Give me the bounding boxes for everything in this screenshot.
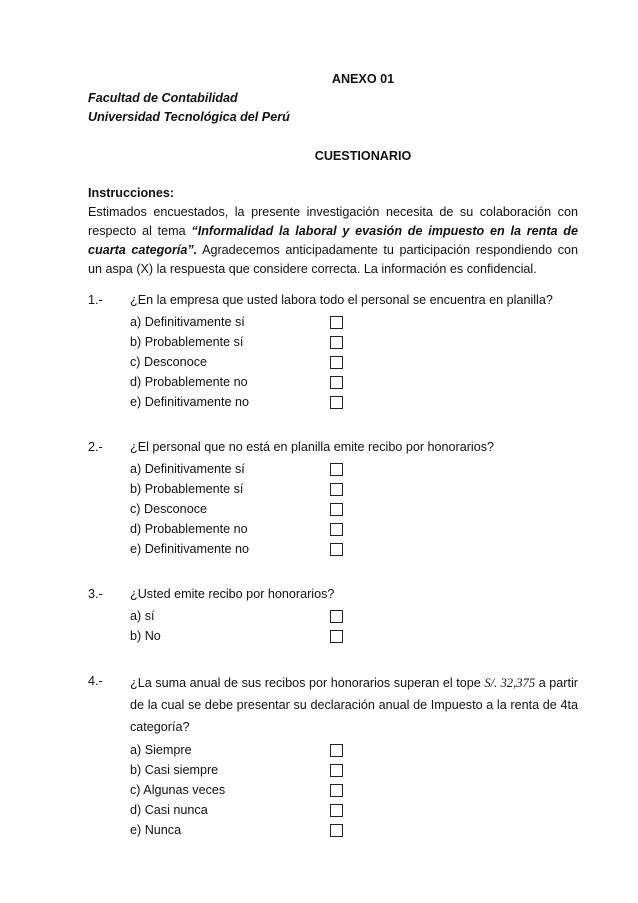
answer-checkbox[interactable] [330, 396, 343, 409]
question-1 [88, 291, 578, 412]
option-row [130, 740, 578, 760]
option-row [130, 820, 578, 840]
option-label: c) Desconoce [130, 501, 207, 516]
option-label: b) Casi siempre [130, 762, 219, 777]
instructions-paragraph [88, 203, 578, 279]
option-row [130, 352, 578, 372]
question-text: ¿El personal que no está en planilla emite recibo por honorarios? [130, 440, 495, 454]
option-label: d) Probablemente no [130, 521, 248, 536]
option-row [130, 539, 578, 559]
answer-checkbox[interactable] [330, 503, 343, 516]
instructions-topic: “Informalidad la laboral y evasión de impuesto en la renta de cuarta categoría”. [88, 224, 578, 257]
option-row [130, 499, 578, 519]
answer-checkbox[interactable] [330, 630, 343, 643]
option-row [130, 626, 578, 646]
question-3 [88, 585, 578, 646]
question-4 [88, 672, 578, 840]
options-list [130, 740, 578, 840]
question-2 [88, 438, 578, 559]
university-name: Universidad Tecnológica del Perú [88, 110, 290, 124]
answer-checkbox[interactable] [330, 336, 343, 349]
option-label: a) Siempre [130, 742, 192, 757]
answer-checkbox[interactable] [330, 744, 343, 757]
option-row [130, 780, 578, 800]
annex-title: ANEXO 01 [331, 72, 395, 86]
option-label: e) Definitivamente no [130, 394, 250, 409]
instructions-heading: Instrucciones: [88, 186, 175, 200]
answer-checkbox[interactable] [330, 316, 343, 329]
question-number: 4.- [88, 674, 103, 688]
options-list [130, 312, 578, 412]
option-label: b) Probablemente sí [130, 334, 244, 349]
answer-checkbox[interactable] [330, 764, 343, 777]
option-label: a) sí [130, 608, 155, 623]
instructions-text-1: Estimados encuestados, la presente investigación necesita de su colaboración con respecto al tema [88, 205, 578, 238]
option-row [130, 332, 578, 352]
option-row [130, 459, 578, 479]
option-row [130, 760, 578, 780]
answer-checkbox[interactable] [330, 356, 343, 369]
question-number: 2.- [88, 440, 103, 454]
option-row [130, 519, 578, 539]
option-label: a) Definitivamente sí [130, 314, 245, 329]
answer-checkbox[interactable] [330, 463, 343, 476]
answer-checkbox[interactable] [330, 376, 343, 389]
option-row [130, 800, 578, 820]
option-label: e) Nunca [130, 822, 182, 837]
answer-checkbox[interactable] [330, 610, 343, 623]
question-number: 1.- [88, 293, 103, 307]
answer-checkbox[interactable] [330, 483, 343, 496]
option-label: b) No [130, 628, 161, 643]
question-text [130, 672, 578, 738]
option-label: b) Probablemente sí [130, 481, 244, 496]
amount-value: S/. 32,375 [484, 676, 536, 690]
option-row [130, 312, 578, 332]
answer-checkbox[interactable] [330, 523, 343, 536]
option-row [130, 392, 578, 412]
options-list [130, 459, 578, 559]
option-label: d) Probablemente no [130, 374, 248, 389]
question-text: ¿En la empresa que usted labora todo el personal se encuentra en planilla? [130, 293, 553, 307]
option-row [130, 479, 578, 499]
answer-checkbox[interactable] [330, 543, 343, 556]
option-label: c) Algunas veces [130, 782, 226, 797]
option-row [130, 606, 578, 626]
question-text-after: a partir de la cual se debe presentar su declaración anual de Impuesto a la renta de 4ta categoría? [130, 676, 578, 734]
option-label: d) Casi nunca [130, 802, 208, 817]
option-row [130, 372, 578, 392]
answer-checkbox[interactable] [330, 824, 343, 837]
questionnaire-title: CUESTIONARIO [314, 149, 412, 163]
question-number: 3.- [88, 587, 103, 601]
options-list [130, 606, 578, 646]
option-label: e) Definitivamente no [130, 541, 250, 556]
answer-checkbox[interactable] [330, 804, 343, 817]
option-label: c) Desconoce [130, 354, 207, 369]
faculty-name: Facultad de Contabilidad [88, 91, 238, 105]
question-text: ¿Usted emite recibo por honorarios? [130, 587, 335, 601]
option-label: a) Definitivamente sí [130, 461, 245, 476]
answer-checkbox[interactable] [330, 784, 343, 797]
instructions-text-2: Agradecemos anticipadamente tu participación respondiendo con un aspa (X) la respuesta que considere correcta. La información es confidencial. [88, 243, 578, 276]
question-text-before: ¿La suma anual de sus recibos por honorarios superan el tope [130, 676, 485, 690]
